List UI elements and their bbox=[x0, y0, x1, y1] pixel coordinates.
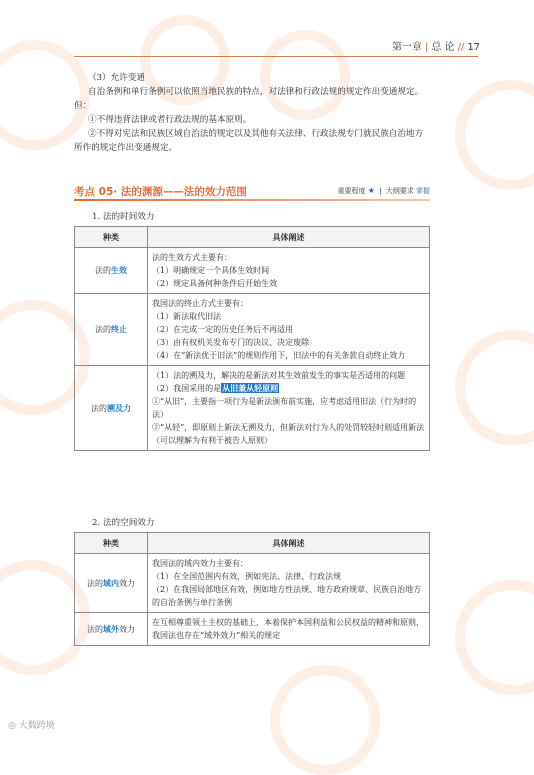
col-detail: 具体阐述 bbox=[148, 533, 430, 554]
watermark-ring bbox=[455, 330, 534, 445]
space-effect-table bbox=[74, 532, 430, 646]
logo-icon: ◎ bbox=[8, 721, 19, 731]
keyword: 域外 bbox=[103, 623, 119, 634]
space-effect-heading: 2. 法的空间效力 bbox=[92, 518, 155, 528]
detail-cell: 我国法的域内效力主要有： （1）在全国范围内有效，例如宪法、法律、行政法规 （2）在我国局部地区有效，例如地方性法规、地方政府规章、民族自治地方的自治条例与单行条例 bbox=[148, 554, 430, 613]
page-header: 第一章 | 总 论 // 17 bbox=[392, 42, 481, 53]
page-number: 17 bbox=[467, 42, 481, 53]
table-row bbox=[75, 294, 430, 366]
watermark-ring bbox=[455, 580, 534, 695]
importance-label: 重要程度 bbox=[337, 187, 366, 195]
chapter-label: 第一章 bbox=[392, 42, 422, 53]
detail-cell: 法的生效方式主要有： （1）明确规定一个具体生效时间 （2）规定具备何种条件后开始生效 bbox=[148, 248, 430, 294]
keyword: 域内 bbox=[103, 577, 119, 588]
kind-cell: 法的生效 bbox=[75, 248, 148, 294]
requirement-value: 掌握 bbox=[416, 187, 430, 195]
header-rule bbox=[74, 56, 478, 57]
requirement-label: 大纲要求 bbox=[385, 187, 414, 195]
detail-cell: （1）法的溯及力，解决的是新法对其生效前发生的事实是否适用的问题 （2）我国采用的是从旧兼从轻原则 ①“从旧”，主要指一项行为是新法颁布前实施，应考虑适用旧法（行为时的法） ②“从轻”，即原则上新法无溯及力，但新法对行为人的处罚较轻时则适用新法（可以理解为有利于被告人原则） bbox=[148, 366, 430, 451]
keyword-highlight: 从旧兼从轻原则 bbox=[222, 383, 279, 393]
kind-cell: 法的溯及力 bbox=[75, 366, 148, 451]
time-effect-table bbox=[74, 226, 430, 451]
col-kind: 种类 bbox=[75, 227, 148, 248]
footer-logo: ◎ 大数跨境 bbox=[8, 721, 55, 731]
section-rule bbox=[74, 199, 430, 201]
chapter-title: 总 论 bbox=[431, 42, 455, 53]
kind-cell: 法的域内效力 bbox=[75, 554, 148, 613]
intro-item-1: ①不得违背法律或者行政法规的基本原则。 bbox=[88, 115, 252, 125]
table-row bbox=[75, 554, 430, 613]
section-meta: 重要程度 ★ | 大纲要求 掌握 bbox=[337, 186, 430, 195]
intro-heading: （3）允许变通 bbox=[88, 73, 146, 83]
table-row bbox=[75, 613, 430, 646]
detail-cell: 我国法的终止方式主要有： （1）新法取代旧法 （2）在完成一定的历史任务后不再适用 （3）由有权机关发布专门的决议、决定废除 （4）在“新法优于旧法”的规则作用下，旧法中的有关条款自动终止效力 bbox=[148, 294, 430, 366]
watermark-ring bbox=[455, 80, 534, 190]
col-detail: 具体阐述 bbox=[148, 227, 430, 248]
col-kind: 种类 bbox=[75, 533, 148, 554]
kind-cell: 法的终止 bbox=[75, 294, 148, 366]
table-row bbox=[75, 366, 430, 451]
time-effect-heading: 1. 法的时间效力 bbox=[92, 212, 155, 222]
table-row bbox=[75, 248, 430, 294]
watermark-ring bbox=[270, 665, 380, 775]
table-header-row bbox=[75, 227, 430, 248]
section-bar bbox=[74, 184, 430, 202]
detail-cell: 在互相尊重领土主权的基础上，本着保护本国利益和公民权益的精神和原则，我国法也存在“域外效力”相关的规定 bbox=[148, 613, 430, 646]
keyword: 溯及力 bbox=[107, 402, 131, 413]
table-header-row bbox=[75, 533, 430, 554]
section-title: 考点 05· 法的渊源——法的效力范围 bbox=[74, 186, 247, 198]
intro-body: 自治条例和单行条例可以依照当地民族的特点，对法律和行政法规的规定作出变通规定。但： bbox=[74, 87, 424, 111]
keyword: 生效 bbox=[111, 265, 127, 275]
kind-cell: 法的域外效力 bbox=[75, 613, 148, 646]
intro-text bbox=[74, 71, 430, 155]
keyword: 终止 bbox=[111, 324, 127, 334]
star-icon: ★ bbox=[367, 186, 375, 195]
intro-item-2: ②不得对宪法和民族区域自治法的规定以及其他有关法律、行政法规专门就民族自治地方所作的规定作出变通规定。 bbox=[74, 129, 424, 153]
